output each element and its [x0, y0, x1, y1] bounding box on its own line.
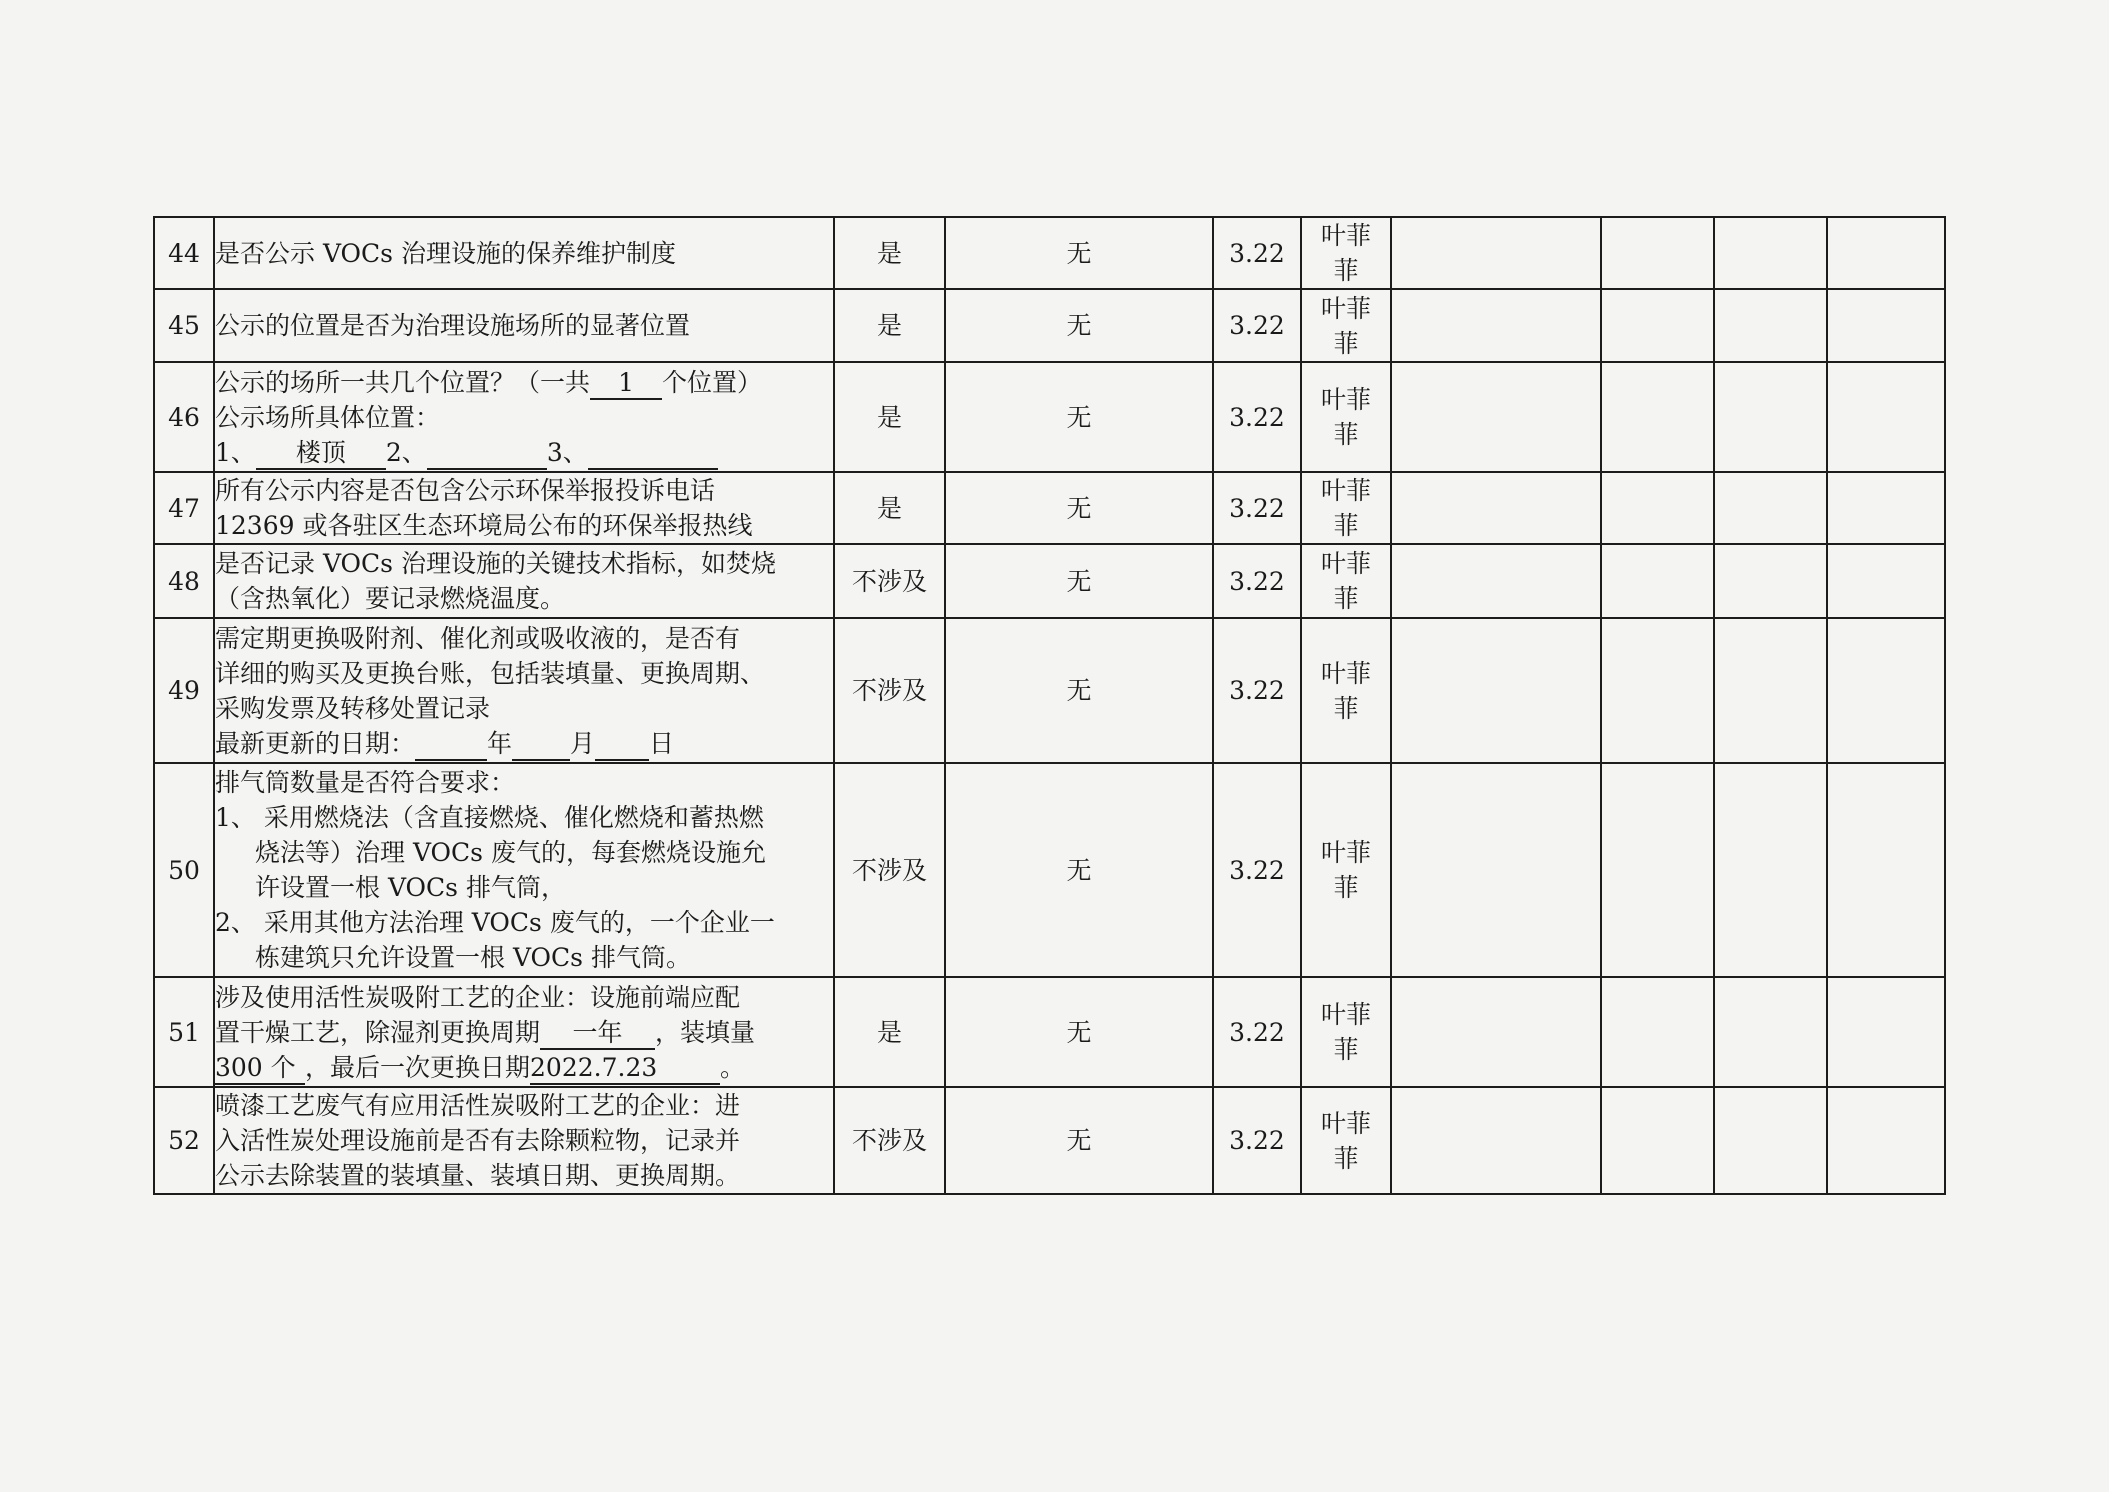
- check-item: 是否公示 VOCs 治理设施的保养维护制度: [214, 217, 834, 289]
- problem-found: 无: [945, 289, 1213, 362]
- empty-cell: [1391, 618, 1601, 763]
- empty-cell: [1391, 763, 1601, 977]
- inspector-name: 叶菲菲: [1301, 1087, 1391, 1194]
- inspection-checklist-table: [153, 216, 1946, 1195]
- empty-cell: [1391, 1087, 1601, 1194]
- check-date: 3.22: [1213, 289, 1301, 362]
- check-result: 不涉及: [834, 1087, 945, 1194]
- check-item: 排气筒数量是否符合要求： 1、 采用燃烧法（含直接燃烧、催化燃烧和蓄热燃 烧法等）治理 VOCs 废气的，每套燃烧设施允 许设置一根 VOCs 排气筒， 2、 采用其他方法治理 VOCs 废气的，一个企业一 栋建筑只允许设置一根 VOCs 排气筒。: [214, 763, 834, 977]
- check-item: 所有公示内容是否包含公示环保举报投诉电话 12369 或各驻区生态环境局公布的环保举报热线: [214, 472, 834, 544]
- row-number: 45: [154, 289, 214, 362]
- check-date: 3.22: [1213, 362, 1301, 472]
- empty-cell: [1827, 1087, 1945, 1194]
- empty-cell: [1391, 217, 1601, 289]
- inspector-name: 叶菲菲: [1301, 618, 1391, 763]
- problem-found: 无: [945, 217, 1213, 289]
- empty-cell: [1714, 1087, 1827, 1194]
- empty-cell: [1391, 289, 1601, 362]
- check-result: 不涉及: [834, 618, 945, 763]
- empty-cell: [1601, 618, 1714, 763]
- row-number: 46: [154, 362, 214, 472]
- empty-cell: [1714, 763, 1827, 977]
- check-item: 喷漆工艺废气有应用活性炭吸附工艺的企业：进 入活性炭处理设施前是否有去除颗粒物，记录并 公示去除装置的装填量、装填日期、更换周期。: [214, 1087, 834, 1194]
- problem-found: 无: [945, 1087, 1213, 1194]
- empty-cell: [1391, 362, 1601, 472]
- check-date: 3.22: [1213, 618, 1301, 763]
- empty-cell: [1827, 362, 1945, 472]
- location-count-field: 1: [590, 368, 662, 400]
- table-row: [154, 289, 1945, 362]
- empty-cell: [1827, 472, 1945, 544]
- empty-cell: [1714, 618, 1827, 763]
- check-result: 不涉及: [834, 763, 945, 977]
- inspector-name: 叶菲菲: [1301, 472, 1391, 544]
- check-item: 公示的场所一共几个位置？（一共 1 个位置） 公示场所具体位置： 1、 楼顶 2、 3、: [214, 362, 834, 472]
- location-3-field: [588, 468, 718, 470]
- check-item: 需定期更换吸附剂、催化剂或吸收液的，是否有 详细的购买及更换台账，包括装填量、更换周期、 采购发票及转移处置记录 最新更新的日期： 年 月 日: [214, 618, 834, 763]
- inspector-name: 叶菲菲: [1301, 289, 1391, 362]
- problem-found: 无: [945, 618, 1213, 763]
- last-replacement-date-field: 2022.7.23: [530, 1053, 720, 1085]
- empty-cell: [1601, 289, 1714, 362]
- check-item: 是否记录 VOCs 治理设施的关键技术指标，如焚烧 （含热氧化）要记录燃烧温度。: [214, 544, 834, 618]
- row-number: 48: [154, 544, 214, 618]
- table-row: [154, 763, 1945, 977]
- check-result: 是: [834, 472, 945, 544]
- empty-cell: [1827, 217, 1945, 289]
- empty-cell: [1714, 289, 1827, 362]
- table-row: [154, 977, 1945, 1087]
- empty-cell: [1601, 977, 1714, 1087]
- check-date: 3.22: [1213, 763, 1301, 977]
- problem-found: 无: [945, 977, 1213, 1087]
- empty-cell: [1601, 362, 1714, 472]
- empty-cell: [1601, 1087, 1714, 1194]
- update-year-field: [415, 759, 487, 761]
- empty-cell: [1601, 763, 1714, 977]
- table-row: [154, 1087, 1945, 1194]
- table-row: [154, 362, 1945, 472]
- empty-cell: [1391, 977, 1601, 1087]
- empty-cell: [1714, 472, 1827, 544]
- check-item: 涉及使用活性炭吸附工艺的企业：设施前端应配 置干燥工艺，除湿剂更换周期 一年 ，装填量 300 个 ，最后一次更换日期2022.7.23 。: [214, 977, 834, 1087]
- row-number: 44: [154, 217, 214, 289]
- empty-cell: [1714, 362, 1827, 472]
- problem-found: 无: [945, 763, 1213, 977]
- inspector-name: 叶菲菲: [1301, 217, 1391, 289]
- row-number: 49: [154, 618, 214, 763]
- row-number: 47: [154, 472, 214, 544]
- empty-cell: [1827, 977, 1945, 1087]
- empty-cell: [1391, 544, 1601, 618]
- empty-cell: [1391, 472, 1601, 544]
- empty-cell: [1827, 544, 1945, 618]
- update-day-field: [595, 759, 649, 761]
- update-month-field: [512, 759, 570, 761]
- row-number: 52: [154, 1087, 214, 1194]
- table-row: [154, 618, 1945, 763]
- empty-cell: [1827, 763, 1945, 977]
- replacement-period-field: 一年: [540, 1018, 655, 1050]
- inspector-name: 叶菲菲: [1301, 362, 1391, 472]
- problem-found: 无: [945, 544, 1213, 618]
- table-row: [154, 472, 1945, 544]
- check-result: 是: [834, 217, 945, 289]
- check-date: 3.22: [1213, 977, 1301, 1087]
- row-number: 51: [154, 977, 214, 1087]
- check-date: 3.22: [1213, 544, 1301, 618]
- inspector-name: 叶菲菲: [1301, 763, 1391, 977]
- empty-cell: [1827, 618, 1945, 763]
- problem-found: 无: [945, 472, 1213, 544]
- empty-cell: [1827, 289, 1945, 362]
- table-row: [154, 544, 1945, 618]
- empty-cell: [1601, 217, 1714, 289]
- table-row: [154, 217, 1945, 289]
- check-date: 3.22: [1213, 472, 1301, 544]
- inspector-name: 叶菲菲: [1301, 544, 1391, 618]
- check-item: 公示的位置是否为治理设施场所的显著位置: [214, 289, 834, 362]
- check-date: 3.22: [1213, 1087, 1301, 1194]
- problem-found: 无: [945, 362, 1213, 472]
- location-2-field: [427, 468, 547, 470]
- empty-cell: [1714, 217, 1827, 289]
- empty-cell: [1601, 544, 1714, 618]
- inspector-name: 叶菲菲: [1301, 977, 1391, 1087]
- empty-cell: [1714, 544, 1827, 618]
- check-result: 不涉及: [834, 544, 945, 618]
- check-result: 是: [834, 362, 945, 472]
- location-1-field: 楼顶: [256, 438, 386, 470]
- empty-cell: [1601, 472, 1714, 544]
- row-number: 50: [154, 763, 214, 977]
- check-result: 是: [834, 289, 945, 362]
- check-result: 是: [834, 977, 945, 1087]
- fill-amount-field: 300 个: [215, 1053, 305, 1085]
- check-date: 3.22: [1213, 217, 1301, 289]
- empty-cell: [1714, 977, 1827, 1087]
